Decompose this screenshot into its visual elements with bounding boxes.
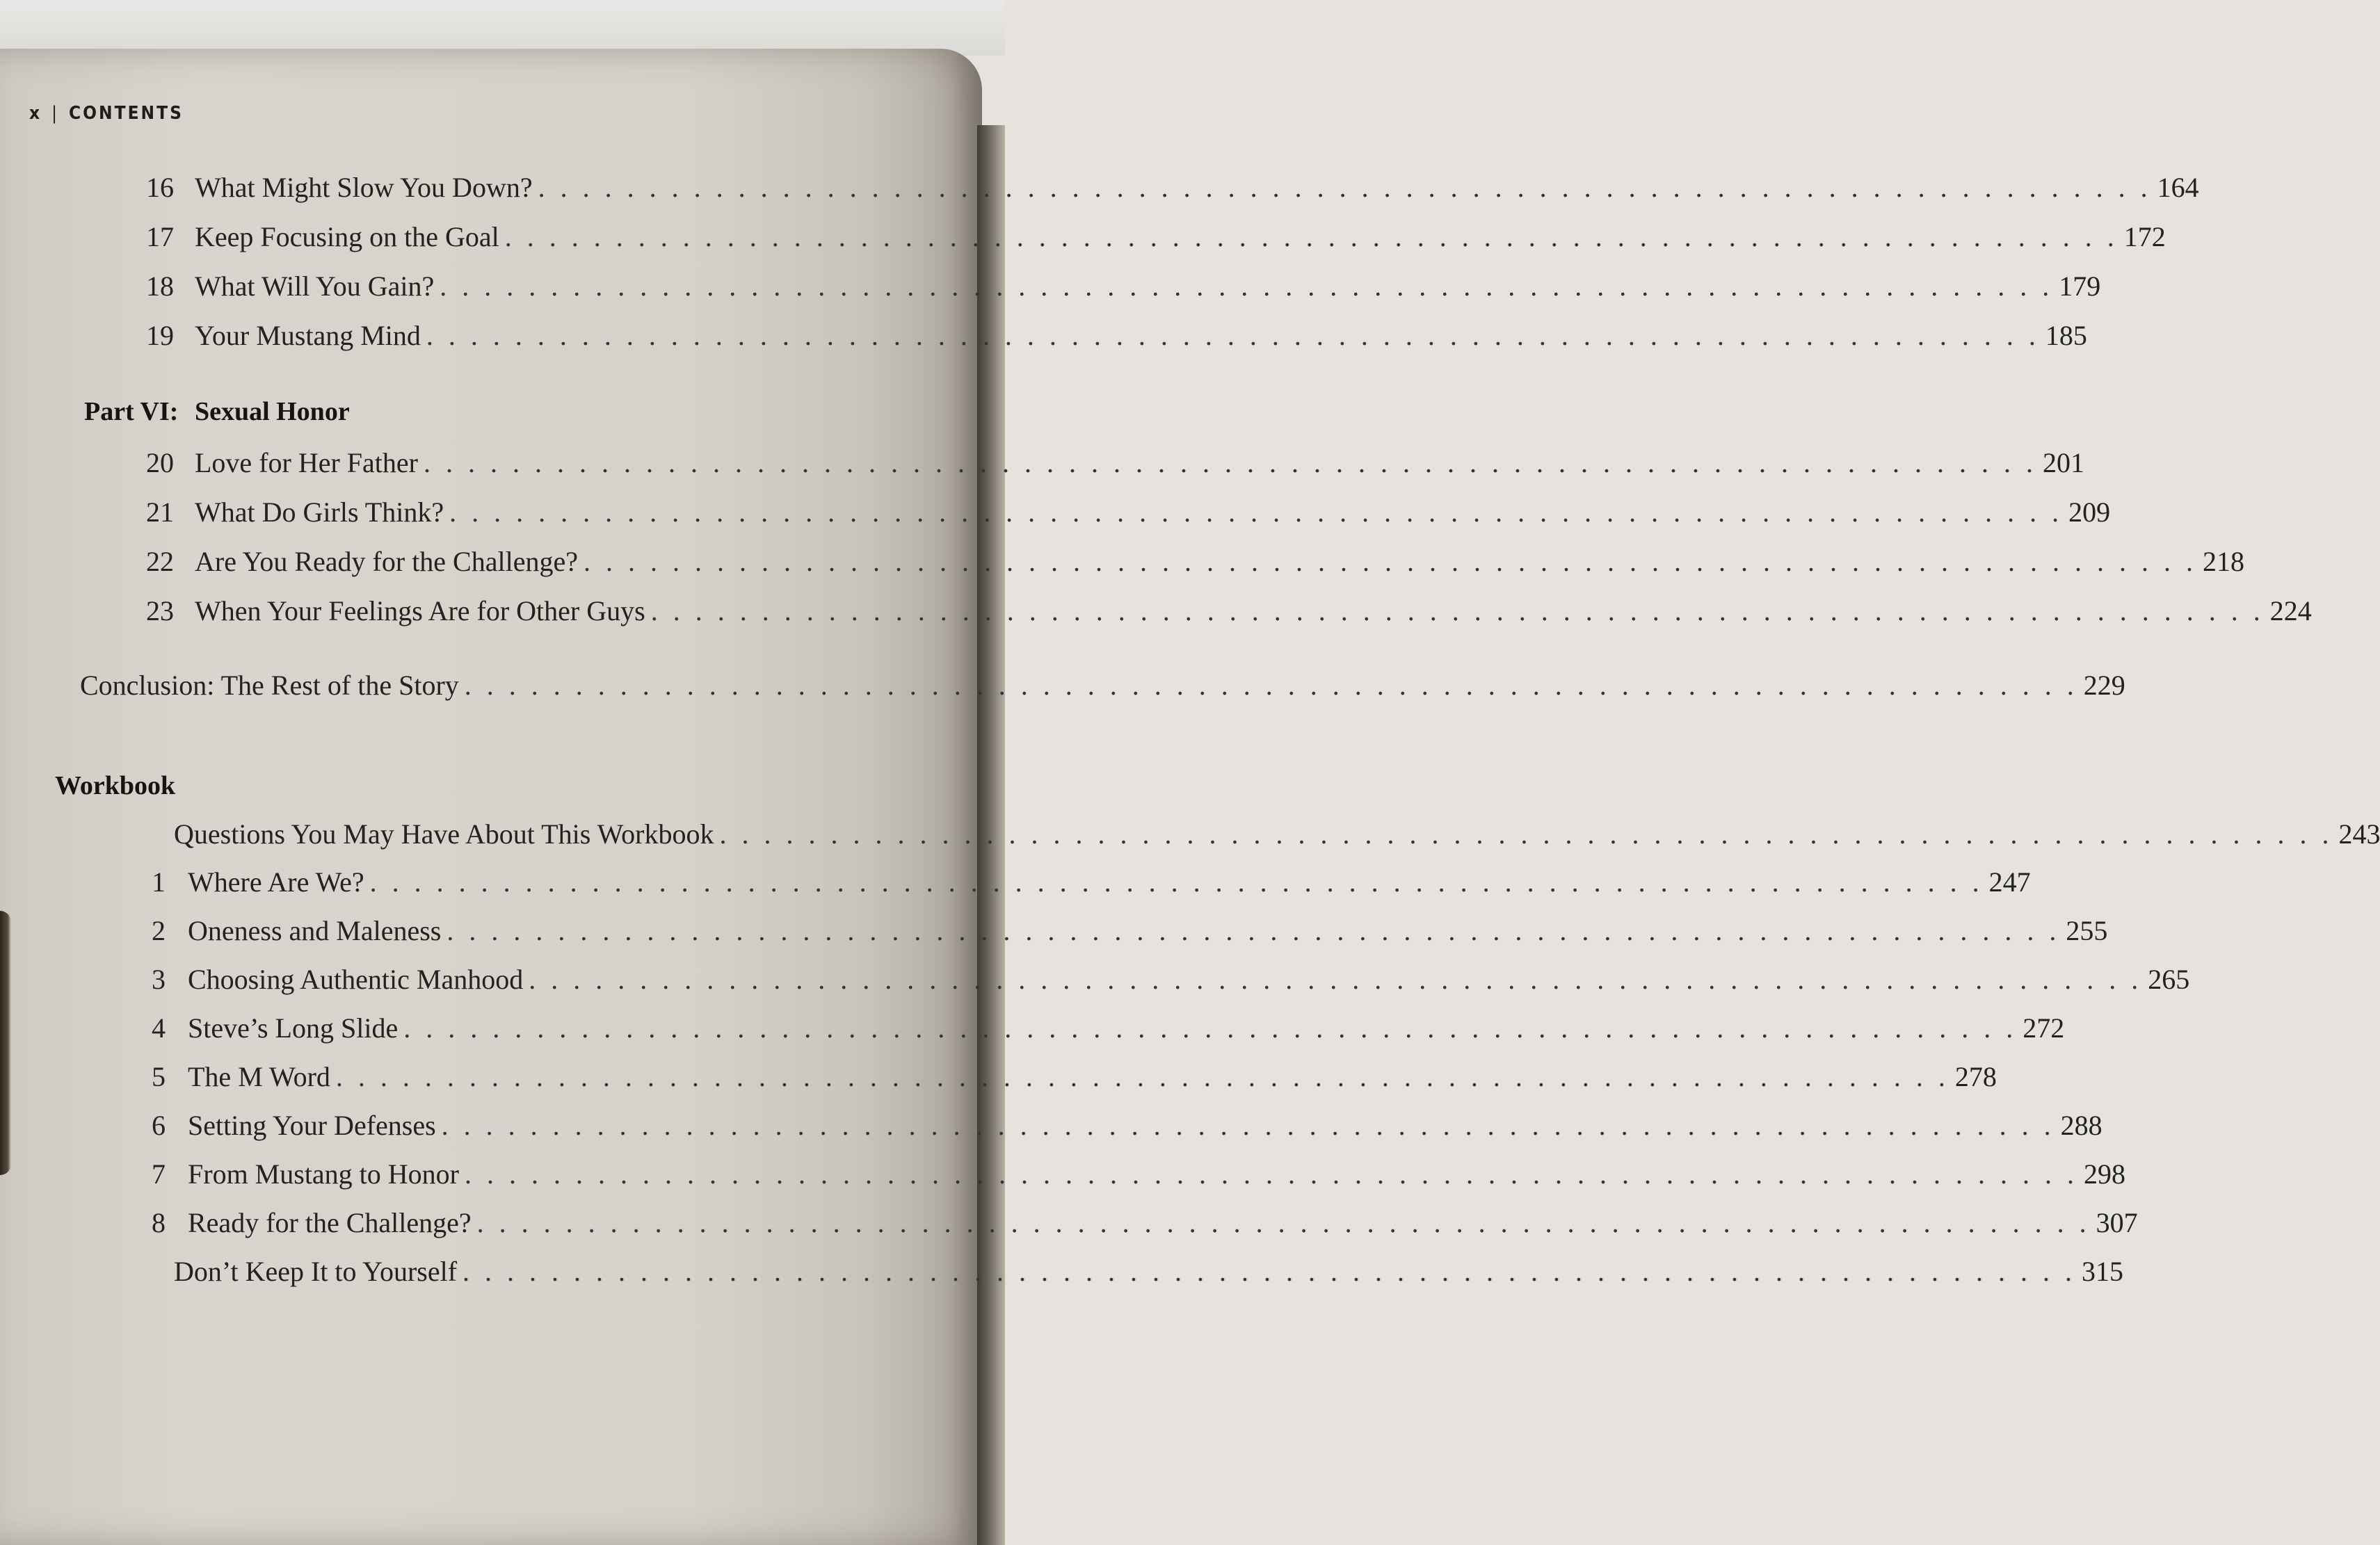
dot-leader: . . . . . . . . . . . . . . . . . . . . . . . . . . . . . . . . . . . . . . . . . . . . . . . . . . . . . . . . . . . . . . . . . . . . . . . . . bbox=[719, 818, 2333, 850]
chapter-number: 23 bbox=[146, 595, 174, 626]
chapter-title: When Your Feelings Are for Other Guys bbox=[195, 595, 645, 626]
page-number: 247 bbox=[1988, 866, 2031, 898]
chapter-number: 8 bbox=[152, 1207, 166, 1238]
toc-entry[interactable] bbox=[146, 545, 2244, 578]
dot-leader: . . . . . . . . . . . . . . . . . . . . . . . . . . . . . . . . . . . . . . . . . . . . . . . . . . . . . . . . . . . . . . . . . . . . . . . . . bbox=[538, 172, 2152, 203]
toc-entry[interactable] bbox=[152, 866, 2031, 898]
page-number: 315 bbox=[2082, 1256, 2124, 1287]
page-number: 265 bbox=[2148, 964, 2190, 995]
dot-leader: . . . . . . . . . . . . . . . . . . . . . . . . . . . . . . . . . . . . . . . . . . . . . . . . . . . . . . . . . . . . . . . . . . . . . . . . . bbox=[583, 546, 2197, 577]
dot-leader: . . . . . . . . . . . . . . . . . . . . . . . . . . . . . . . . . . . . . . . . . . . . . . . . . . . . . . . . . . . . . . . . . . . . . . . . . bbox=[426, 320, 2040, 351]
header-title: CONTENTS bbox=[68, 103, 184, 124]
conclusion-title: Conclusion: The Rest of the Story bbox=[80, 670, 459, 701]
thumb-shadow bbox=[0, 911, 11, 1175]
toc-entry[interactable] bbox=[152, 1109, 2102, 1142]
chapter-number: 19 bbox=[146, 320, 174, 351]
page-number: 272 bbox=[2023, 1012, 2065, 1044]
part-label: Part VI: bbox=[84, 397, 179, 426]
chapter-number: 22 bbox=[146, 546, 174, 577]
chapter-title: Where Are We? bbox=[188, 866, 364, 898]
page-number: 179 bbox=[2059, 270, 2101, 302]
toc-entry[interactable] bbox=[152, 1255, 2124, 1288]
dot-leader: . . . . . . . . . . . . . . . . . . . . . . . . . . . . . . . . . . . . . . . . . . . . . . . . . . . . . . . . . . . . . . . . . . . . . . . . . bbox=[423, 447, 2037, 478]
page-number: 255 bbox=[2066, 915, 2108, 946]
header-separator: | bbox=[51, 103, 59, 124]
dot-leader: . . . . . . . . . . . . . . . . . . . . . . . . . . . . . . . . . . . . . . . . . . . . . . . . . . . . . . . . . . . . . . . . . . . . . . . . . bbox=[441, 1110, 2055, 1141]
chapter-title: Oneness and Maleness bbox=[188, 915, 442, 946]
chapter-title: Love for Her Father bbox=[195, 447, 418, 478]
chapter-title: Questions You May Have About This Workbook bbox=[174, 818, 714, 850]
chapter-number: 7 bbox=[152, 1158, 166, 1190]
chapter-number: 2 bbox=[152, 915, 166, 946]
page-number: 201 bbox=[2042, 447, 2084, 478]
toc-entry[interactable] bbox=[152, 1012, 2065, 1044]
workbook-heading: Workbook bbox=[55, 771, 176, 800]
toc-entry[interactable] bbox=[146, 270, 2101, 302]
dot-leader: . . . . . . . . . . . . . . . . . . . . . . . . . . . . . . . . . . . . . . . . . . . . . . . . . . . . . . . . . . . . . . . . . . . . . . . . . bbox=[650, 595, 2265, 626]
chapter-number: 1 bbox=[152, 866, 166, 898]
toc-entry[interactable] bbox=[146, 171, 2199, 204]
background-surface bbox=[0, 0, 1005, 56]
part-heading bbox=[84, 396, 350, 427]
page-number: 278 bbox=[1954, 1061, 1997, 1092]
toc-entry[interactable] bbox=[152, 1206, 2138, 1239]
dot-leader: . . . . . . . . . . . . . . . . . . . . . . . . . . . . . . . . . . . . . . . . . . . . . . . . . . . . . . . . . . . . . . . . . . . . . . . . . bbox=[476, 1207, 2091, 1238]
dot-leader: . . . . . . . . . . . . . . . . . . . . . . . . . . . . . . . . . . . . . . . . . . . . . . . . . . . . . . . . . . . . . . . . . . . . . . . . . bbox=[465, 1158, 2078, 1190]
chapter-title: The M Word bbox=[188, 1061, 330, 1092]
chapter-title: Setting Your Defenses bbox=[188, 1110, 436, 1141]
chapter-number: 4 bbox=[152, 1012, 166, 1044]
chapter-number: 17 bbox=[146, 221, 174, 252]
chapter-number: 21 bbox=[146, 496, 174, 528]
page-number: 307 bbox=[2096, 1207, 2138, 1238]
page-number: 229 bbox=[2083, 670, 2125, 701]
toc-entry[interactable] bbox=[152, 1060, 1997, 1093]
page-numeral: x bbox=[29, 103, 42, 124]
dot-leader: . . . . . . . . . . . . . . . . . . . . . . . . . . . . . . . . . . . . . . . . . . . . . . . . . . . . . . . . . . . . . . . . . . . . . . . . . bbox=[464, 670, 2078, 701]
dot-leader: . . . . . . . . . . . . . . . . . . . . . . . . . . . . . . . . . . . . . . . . . . . . . . . . . . . . . . . . . . . . . . . . . . . . . . . . . bbox=[463, 1256, 2077, 1287]
dot-leader: . . . . . . . . . . . . . . . . . . . . . . . . . . . . . . . . . . . . . . . . . . . . . . . . . . . . . . . . . . . . . . . . . . . . . . . . . bbox=[369, 866, 1984, 898]
chapter-title: Choosing Authentic Manhood bbox=[188, 964, 524, 995]
toc-entry[interactable] bbox=[152, 963, 2190, 996]
page-number: 185 bbox=[2045, 320, 2087, 351]
toc-entry[interactable] bbox=[152, 914, 2108, 947]
dot-leader: . . . . . . . . . . . . . . . . . . . . . . . . . . . . . . . . . . . . . . . . . . . . . . . . . . . . . . . . . . . . . . . . . . . . . . . . . bbox=[440, 270, 2054, 302]
page-number: 288 bbox=[2060, 1110, 2102, 1141]
chapter-title: What Might Slow You Down? bbox=[195, 172, 533, 203]
chapter-title: Are You Ready for the Challenge? bbox=[195, 546, 578, 577]
running-header bbox=[29, 103, 184, 124]
dot-leader: . . . . . . . . . . . . . . . . . . . . . . . . . . . . . . . . . . . . . . . . . . . . . . . . . . . . . . . . . . . . . . . . . . . . . . . . . bbox=[529, 964, 2143, 995]
toc-entry[interactable] bbox=[146, 496, 2111, 528]
dot-leader: . . . . . . . . . . . . . . . . . . . . . . . . . . . . . . . . . . . . . . . . . . . . . . . . . . . . . . . . . . . . . . . . . . . . . . . . . bbox=[403, 1012, 2018, 1044]
chapter-number: 3 bbox=[152, 964, 166, 995]
toc-entry[interactable] bbox=[146, 319, 2087, 352]
chapter-title: Ready for the Challenge? bbox=[188, 1207, 472, 1238]
toc-entry[interactable] bbox=[146, 446, 2084, 479]
dot-leader: . . . . . . . . . . . . . . . . . . . . . . . . . . . . . . . . . . . . . . . . . . . . . . . . . . . . . . . . . . . . . . . . . . . . . . . . . bbox=[447, 915, 2061, 946]
page-number: 209 bbox=[2068, 496, 2111, 528]
chapter-number: 16 bbox=[146, 172, 174, 203]
toc-entry[interactable] bbox=[152, 818, 2380, 850]
page-number: 218 bbox=[2202, 546, 2244, 577]
dot-leader: . . . . . . . . . . . . . . . . . . . . . . . . . . . . . . . . . . . . . . . . . . . . . . . . . . . . . . . . . . . . . . . . . . . . . . . . . bbox=[449, 496, 2064, 528]
page-number: 224 bbox=[2269, 595, 2312, 626]
chapter-number: 20 bbox=[146, 447, 174, 478]
dot-leader: . . . . . . . . . . . . . . . . . . . . . . . . . . . . . . . . . . . . . . . . . . . . . . . . . . . . . . . . . . . . . . . . . . . . . . . . . bbox=[335, 1061, 1949, 1092]
part-title: Sexual Honor bbox=[194, 397, 350, 426]
chapter-title: What Do Girls Think? bbox=[195, 496, 444, 528]
chapter-title: Keep Focusing on the Goal bbox=[195, 221, 499, 252]
page-number: 164 bbox=[2157, 172, 2199, 203]
page-number: 298 bbox=[2084, 1158, 2125, 1190]
toc-entry[interactable] bbox=[146, 594, 2312, 627]
dot-leader: . . . . . . . . . . . . . . . . . . . . . . . . . . . . . . . . . . . . . . . . . . . . . . . . . . . . . . . . . . . . . . . . . . . . . . . . . bbox=[504, 221, 2118, 252]
toc-entry-conclusion[interactable] bbox=[80, 669, 2125, 702]
chapter-number: 6 bbox=[152, 1110, 166, 1141]
chapter-title: From Mustang to Honor bbox=[188, 1158, 459, 1190]
page-number: 172 bbox=[2123, 221, 2166, 252]
toc-entry[interactable] bbox=[152, 1158, 2125, 1190]
chapter-title: Don’t Keep It to Yourself bbox=[174, 1256, 458, 1287]
chapter-number: 5 bbox=[152, 1061, 166, 1092]
chapter-title: Your Mustang Mind bbox=[195, 320, 421, 351]
chapter-title: Steve’s Long Slide bbox=[188, 1012, 399, 1044]
toc-entry[interactable] bbox=[146, 220, 2166, 253]
chapter-title: What Will You Gain? bbox=[195, 270, 435, 302]
chapter-number: 18 bbox=[146, 270, 174, 302]
page-number: 243 bbox=[2338, 818, 2380, 850]
